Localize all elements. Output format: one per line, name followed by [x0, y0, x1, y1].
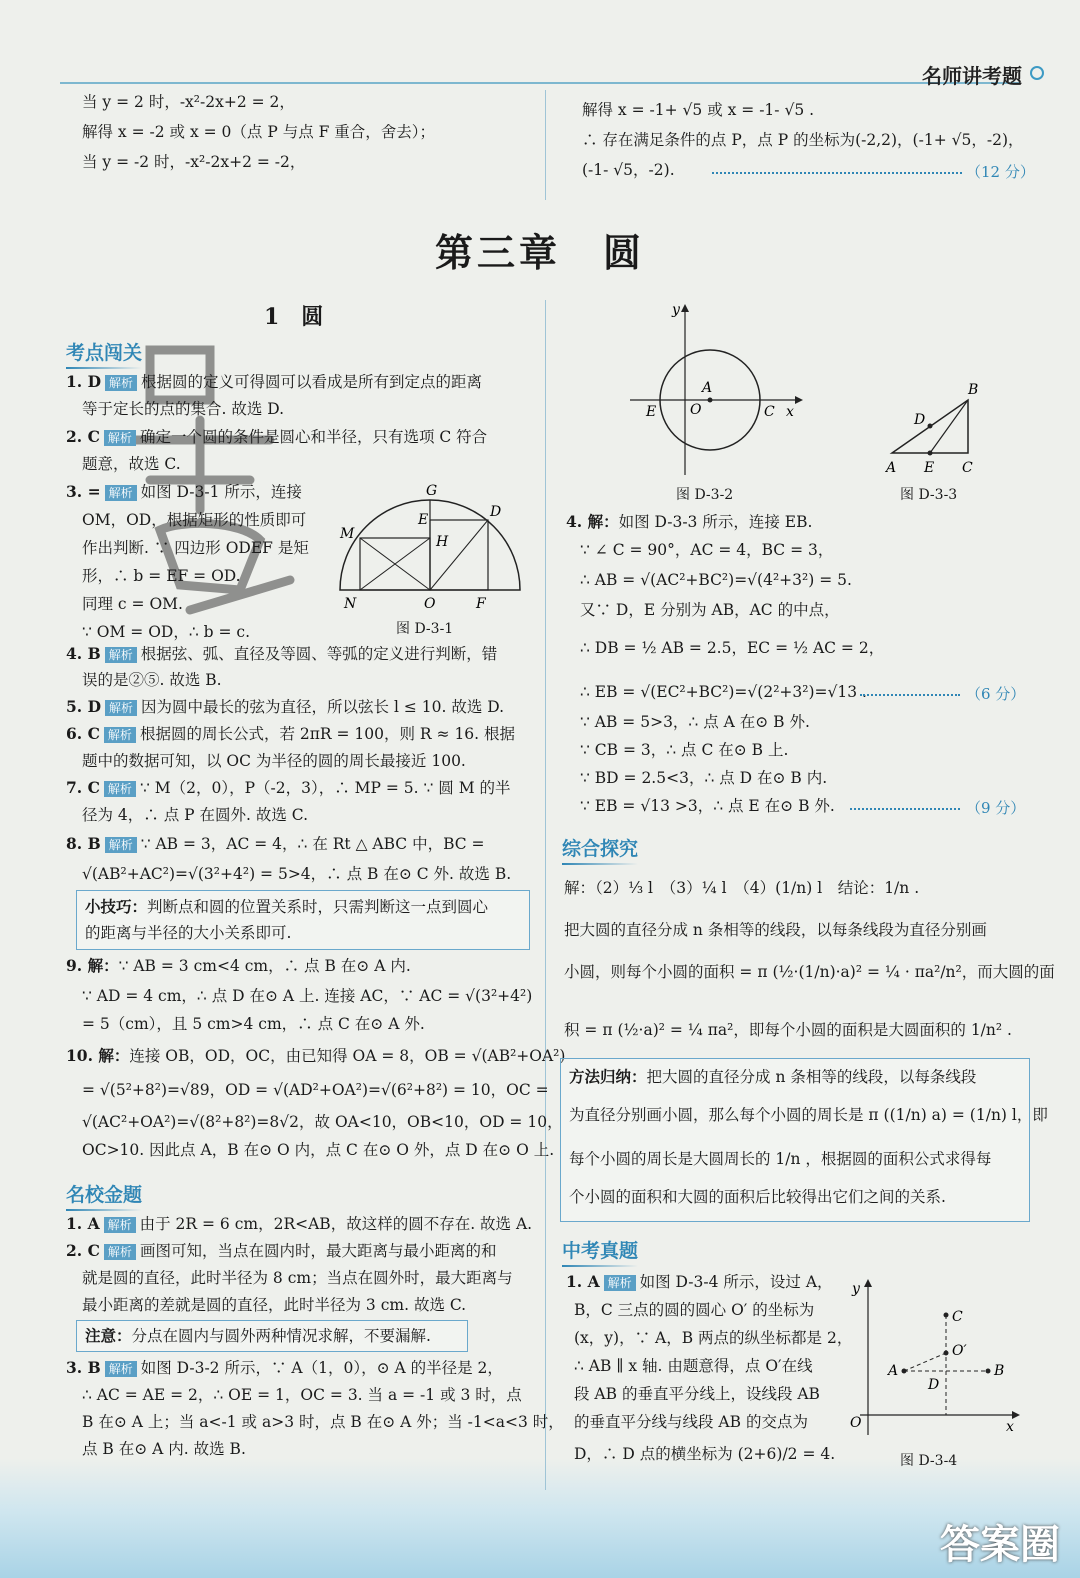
answer-line: ∵ EB = √13 >3，∴ 点 E 在⊙ B 外. [580, 797, 835, 815]
section-header-zhongkao: 中考真题 [562, 1236, 638, 1263]
fig-label: O [690, 402, 702, 418]
section-header-zonghe: 综合探究 [562, 834, 638, 861]
answer-line: ∴ AC = AE = 2，∴ OE = 1，OC = 3. 当 a = -1 或 3 时，点 [82, 1386, 522, 1404]
fig-label: B [968, 382, 979, 398]
fig-label: C [764, 404, 775, 420]
section-title: 1 圆 [264, 304, 324, 330]
answer-line: 点 B 在⊙ A 内. 故选 B. [82, 1440, 246, 1458]
fig-label: E [924, 460, 935, 476]
analysis-tag: 解析 [105, 837, 137, 853]
answer-line [566, 1272, 833, 1292]
score-9: （9 分） [966, 799, 1026, 817]
answer-text: 画图可知，当点在圆内时，最大距离与最小距离的和 [139, 1242, 497, 1260]
answer-number: 2. C [66, 427, 100, 446]
answer-line: ∴ EB = √(EC²+BC²)=√(2²+3²)=√13 . [580, 683, 867, 701]
answer-number: 1. A [66, 1214, 100, 1233]
figure-d-3-4 [840, 1275, 1020, 1445]
fig-label: x [786, 404, 794, 420]
method-text: 把大圆的直径分成 n 条相等的线段，以每条线段 [646, 1068, 977, 1086]
answer-line: 最小距离的差就是圆的直径，此时半径为 3 cm. 故选 C. [82, 1296, 467, 1314]
column-divider-main [545, 300, 546, 1490]
answer-number: 3. B [66, 1358, 101, 1377]
answer-text: 如图 D-3-4 所示，设过 A， [639, 1273, 833, 1291]
figure-d-3-1 [330, 480, 530, 620]
header-rule [60, 82, 1020, 84]
answer-number: 1. A [566, 1272, 600, 1291]
answer-line [66, 372, 482, 392]
method-text: 为直径分别画小圆，那么每个小圆的周长是 π ((1/n) a) = (1/n) l，即 [569, 1106, 1048, 1124]
figure-caption: 图 D-3-2 [676, 487, 734, 503]
answer-text: 如图 D-3-2 所示，∵ A（1，0），⊙ A 的半径是 2， [140, 1359, 503, 1377]
answer-line [66, 644, 497, 664]
answer-line: B 在⊙ A 上；当 a<-1 或 a>3 时，点 B 在⊙ A 外；当 -1<a<3 时， [82, 1413, 564, 1431]
fig-label: G [426, 483, 438, 499]
answer-line: 同理 c = OM. [82, 595, 183, 613]
answer-line [66, 697, 504, 717]
method-box [560, 1058, 1048, 1222]
analysis-tag: 解析 [105, 485, 137, 501]
answer-text: 连接 OB，OD，OC，由已知得 OA = 8，OB = √(AB²+OA²) [129, 1047, 566, 1065]
answer-line [66, 1241, 496, 1261]
answer-text: 因为圆中最长的弦为直径，所以弦长 l ≤ 10. 故选 D. [141, 698, 505, 716]
header-circle-icon [1030, 66, 1044, 80]
answer-line [66, 1046, 565, 1066]
answer-number: 7. C [66, 778, 100, 797]
figure-caption: 图 D-3-1 [396, 621, 454, 637]
fig-label: D [914, 412, 926, 428]
answer-text: ∵ M（2，0），P（-2，3），∴ MP = 5. ∵ 圆 M 的半 [139, 779, 511, 797]
fig-label: E [418, 512, 429, 528]
top-left-line: 解得 x = -2 或 x = 0（点 P 与点 F 重合，舍去）； [82, 123, 436, 141]
explore-line: 解：（2）⅓ l （3）¼ l （4）(1/n) l 结论：1/n . [564, 879, 920, 897]
fig-label: O [424, 596, 436, 612]
analysis-tag: 解析 [105, 375, 137, 391]
fig-label: y [672, 302, 680, 318]
answer-line [66, 1214, 532, 1234]
analysis-tag: 解析 [105, 647, 137, 663]
answer-line: D，∴ D 点的横坐标为 (2+6)/2 = 4. [574, 1445, 836, 1463]
answer-number: 10. 解： [66, 1046, 130, 1065]
answer-line: ∴ DB = ½ AB = 2.5，EC = ½ AC = 2， [580, 639, 885, 657]
answer-line: 题意，故选 C. [82, 455, 181, 473]
answer-line [66, 956, 411, 976]
answer-line: 误的是②⑤. 故选 B. [82, 671, 222, 689]
fig-label: E [646, 404, 657, 420]
score-12: （12 分） [966, 163, 1035, 181]
answer-line: ∵ OM = OD，∴ b = c. [82, 623, 251, 641]
answer-number: 8. B [66, 834, 101, 853]
fig-label: C [962, 460, 973, 476]
column-divider-top [545, 90, 546, 200]
fig-label: D [490, 504, 502, 520]
fig-label: B [994, 1363, 1005, 1379]
analysis-tag: 解析 [105, 700, 137, 716]
top-right-line: 解得 x = -1+ √5 或 x = -1- √5 . [582, 101, 815, 119]
fig-label: A [888, 1363, 899, 1379]
fig-label: A [702, 380, 713, 396]
tip-label: 小技巧： [85, 897, 148, 916]
answer-line: (x，y)，∵ A，B 两点的纵坐标都是 2， [574, 1329, 853, 1347]
tip-text: 判断点和圆的位置关系时，只需判断这一点到圆心 [147, 898, 489, 916]
answer-line: √(AB²+AC²)=√(3²+4²) = 5>4，∴ 点 B 在⊙ C 外. 故选 B. [82, 865, 512, 883]
top-left-line: 当 y = 2 时，-x²-2x+2 = 2， [82, 93, 295, 111]
note-text: 分点在圆内与圆外两种情况求解，不要漏解. [131, 1327, 431, 1345]
fig-label: C [952, 1309, 963, 1325]
fig-label: H [436, 534, 449, 550]
fig-label: O′ [952, 1343, 967, 1359]
top-right-line: ∴ 存在满足条件的点 P，点 P 的坐标为(-2,2)，(-1+ √5，-2)， [582, 131, 1024, 149]
answer-line: 段 AB 的垂直平分线上，设线段 AB [574, 1385, 820, 1403]
score-leader [850, 808, 960, 810]
answer-line [66, 1358, 503, 1378]
analysis-tag: 解析 [104, 1217, 136, 1233]
answer-line: 又∵ D，E 分别为 AB，AC 的中点， [580, 601, 840, 619]
tip-box [76, 890, 530, 950]
answer-line: 的垂直平分线与线段 AB 的交点为 [574, 1413, 808, 1431]
section-header-mingxiao: 名校金题 [66, 1180, 142, 1207]
answer-number: 2. C [66, 1241, 100, 1260]
answer-line [66, 724, 515, 744]
analysis-tag: 解析 [104, 727, 136, 743]
answer-line: ∵ CB = 3，∴ 点 C 在⊙ B 上. [580, 741, 789, 759]
chapter-title: 第三章 圆 [434, 230, 645, 275]
answer-line: 等于定长的点的集合. 故选 D. [82, 400, 285, 418]
answer-line: = 5（cm），且 5 cm>4 cm，∴ 点 C 在⊙ A 外. [82, 1015, 425, 1033]
note-box [76, 1320, 468, 1352]
method-label: 方法归纳： [569, 1067, 647, 1086]
answer-number: 4. 解： [566, 512, 619, 531]
note-label: 注意： [85, 1326, 132, 1345]
answer-line: ∵ BD = 2.5<3，∴ 点 D 在⊙ B 内. [580, 769, 828, 787]
answer-line: ∵ AD = 4 cm，∴ 点 D 在⊙ A 上. 连接 AC，∵ AC = √(3²+4²) [82, 987, 533, 1005]
answer-line: 作出判断. ∵ 四边形 ODEF 是矩 [82, 539, 309, 557]
analysis-tag: 解析 [104, 430, 136, 446]
answer-number: 4. B [66, 644, 101, 663]
figure-caption: 图 D-3-4 [900, 1453, 958, 1469]
answer-text: 根据弦、弧、直径及等圆、等弧的定义进行判断，错 [140, 645, 498, 663]
fig-label: D [928, 1377, 940, 1393]
figure-d-3-3 [880, 378, 990, 478]
analysis-tag: 解析 [104, 1244, 136, 1260]
explore-line: 小圆，则每个小圆的面积 = π (½·(1/n)·a)² = ¼ · πa²/n²，而大圆的面 [564, 963, 1055, 981]
tip-text: 的距离与半径的大小关系即可. [85, 924, 292, 942]
answer-line [66, 427, 487, 447]
answer-text: ∵ AB = 3 cm<4 cm，∴ 点 B 在⊙ A 内. [118, 957, 411, 975]
answer-line [566, 512, 812, 532]
answer-line [66, 778, 511, 798]
answer-line: = √(5²+8²)=√89，OD = √(AD²+OA²)=√(6²+8²) = 10，OC = [82, 1081, 549, 1099]
answer-line: 题中的数据可知，以 OC 为半径的圆的周长最接近 100. [82, 752, 466, 770]
fig-label: x [1006, 1419, 1014, 1435]
answer-number: 9. 解： [66, 956, 119, 975]
fig-label: y [852, 1281, 860, 1297]
answer-line: ∵ AB = 5>3，∴ 点 A 在⊙ B 外. [580, 713, 810, 731]
analysis-tag: 解析 [105, 1361, 137, 1377]
answer-number: 1. D [66, 372, 102, 391]
bottom-decoration-band [0, 1458, 1080, 1578]
answer-text: 如图 D-3-3 所示，连接 EB. [618, 513, 813, 531]
fig-label: O [850, 1415, 862, 1431]
section-header-kaodian: 考点闯关 [66, 338, 142, 365]
answer-text: 如图 D-3-1 所示，连接 [140, 483, 302, 501]
answer-line: 径为 4，∴ 点 P 在圆外. 故选 C. [82, 806, 309, 824]
analysis-tag: 解析 [104, 781, 136, 797]
answer-line: ∵ ∠ C = 90°，AC = 4，BC = 3， [580, 541, 834, 559]
answer-line [66, 482, 302, 502]
score-leader [712, 172, 962, 174]
figure-caption: 图 D-3-3 [900, 487, 958, 503]
fig-label: M [340, 526, 355, 542]
answer-line [66, 834, 485, 854]
answer-text: 由于 2R = 6 cm，2R<AB，故这样的圆不存在. 故选 A. [139, 1215, 533, 1233]
fig-label: N [344, 596, 357, 612]
answer-line: OC>10. 因此点 A，B 在⊙ O 内，点 C 在⊙ O 外，点 D 在⊙ O 上. [82, 1141, 555, 1159]
answer-line: ∴ AB ∥ x 轴. 由题意得，点 O′在线 [574, 1357, 813, 1375]
top-left-line: 当 y = -2 时，-x²-2x+2 = -2， [82, 153, 306, 171]
answer-text: 根据圆的周长公式，若 2πR = 100，则 R ≈ 16. 根据 [139, 725, 516, 743]
answer-text: 根据圆的定义可得圆可以看成是所有到定点的距离 [141, 373, 483, 391]
top-right-line: (-1- √5，-2). [582, 161, 675, 179]
answer-text: 确定一个圆的条件是圆心和半径，只有选项 C 符合 [139, 428, 488, 446]
score-6: （6 分） [966, 685, 1026, 703]
fig-label: A [886, 460, 897, 476]
answer-line: 形，∴ b = EF = OD. [82, 567, 241, 585]
explore-line: 积 = π (½·a)² = ¼ πa²，即每个小圆的面积是大圆面积的 1/n² . [564, 1021, 1012, 1039]
answer-line: √(AC²+OA²)=√(8²+8²)=8√2，故 OA<10，OB<10，OD = 10， [82, 1113, 563, 1131]
answer-line: B，C 三点的圆的圆心 O′ 的坐标为 [574, 1301, 815, 1319]
analysis-tag: 解析 [604, 1275, 636, 1291]
answer-text: ∵ AB = 3，AC = 4，∴ 在 Rt △ ABC 中，BC = [140, 835, 485, 853]
answer-number: 3. = [66, 482, 101, 501]
answer-number: 6. C [66, 724, 100, 743]
method-text: 个小圆的面积和大圆的面积后比较得出它们之间的关系. [569, 1188, 946, 1206]
fig-label: F [476, 596, 486, 612]
figure-d-3-2 [610, 300, 810, 480]
watermark-logo: 答案圈 [940, 1522, 1060, 1568]
explore-line: 把大圆的直径分成 n 条相等的线段，以每条线段为直径分别画 [564, 921, 987, 939]
method-text: 每个小圆的周长是大圆周长的 1/n ，根据圆的面积公式求得每 [569, 1150, 992, 1168]
answer-number: 5. D [66, 697, 102, 716]
header-title: 名师讲考题 [922, 64, 1022, 88]
answer-line: 就是圆的直径，此时半径为 8 cm；当点在圆外时，最大距离与 [82, 1269, 513, 1287]
answer-line: ∴ AB = √(AC²+BC²)=√(4²+3²) = 5. [580, 571, 852, 589]
score-leader [860, 694, 960, 696]
answer-line: OM，OD，根据矩形的性质即可 [82, 511, 307, 529]
